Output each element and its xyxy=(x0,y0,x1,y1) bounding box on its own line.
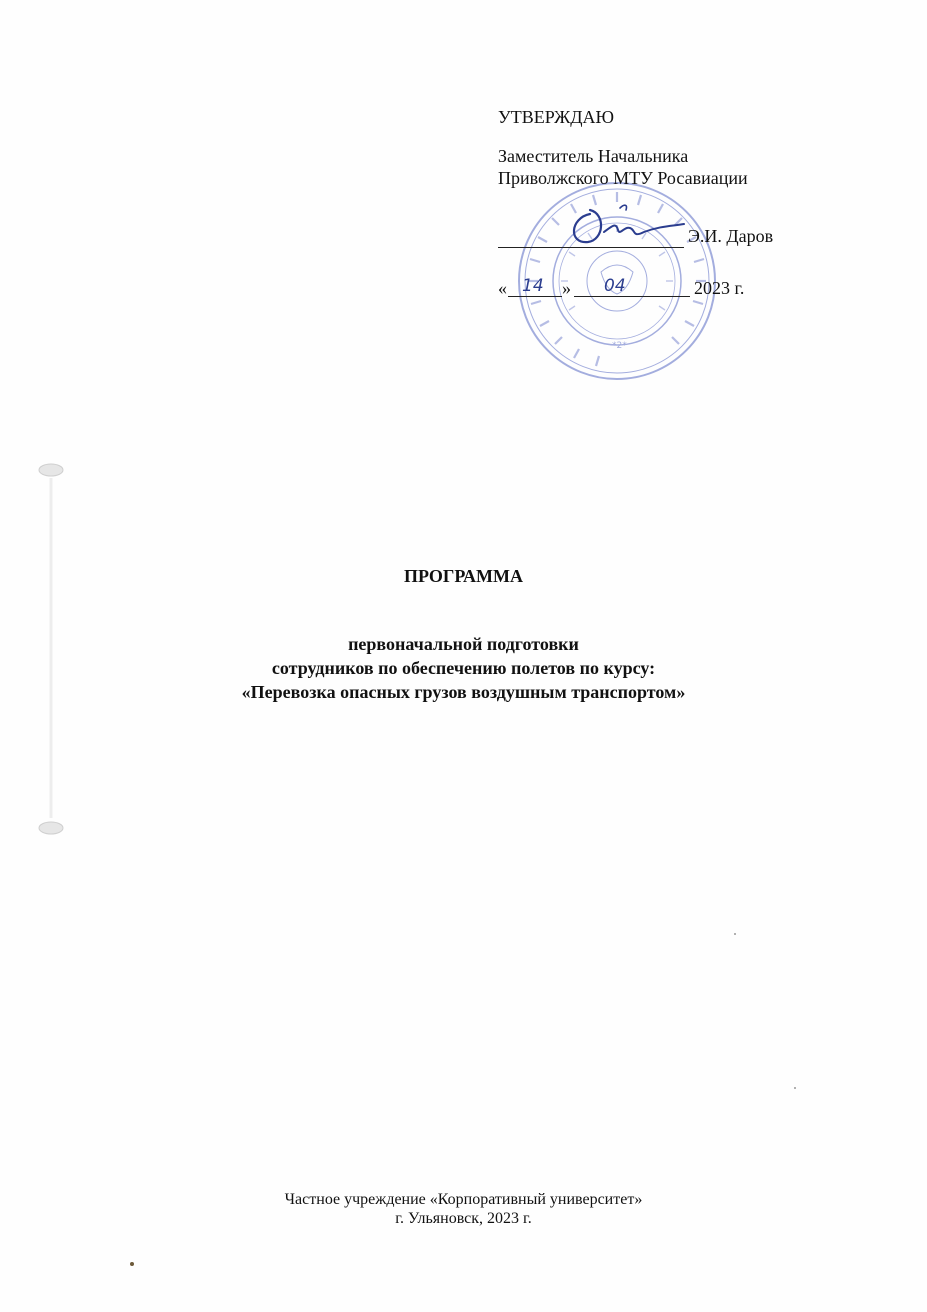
document-title: ПРОГРАММА xyxy=(403,566,523,586)
date-day: 14 xyxy=(522,276,544,296)
date-month: 04 xyxy=(604,276,626,296)
document-footer xyxy=(0,1190,927,1228)
scan-speck xyxy=(130,1262,134,1266)
scan-speck xyxy=(734,933,736,935)
subtitle-line: первоначальной подготовки xyxy=(348,634,579,654)
month-blank xyxy=(574,278,690,297)
document-subtitle xyxy=(0,632,927,704)
signature-line xyxy=(498,224,818,250)
signature-blank xyxy=(498,247,684,248)
approval-heading: УТВЕРЖДАЮ xyxy=(498,107,615,127)
footer-place-year: г. Ульяновск, 2023 г. xyxy=(395,1210,532,1227)
approver-position xyxy=(498,145,828,189)
staple-mark xyxy=(36,462,66,478)
approver-position-line: Заместитель Начальника xyxy=(498,146,689,166)
subtitle-line: сотрудников по обеспечению полетов по курсу: xyxy=(271,658,656,678)
date-open-quote: « xyxy=(498,278,507,298)
approver-position-line: Приволжского МТУ Росавиации xyxy=(498,168,748,188)
footer-organization: Частное учреждение «Корпоративный университет» xyxy=(284,1191,643,1208)
date-year: 2023 г. xyxy=(694,278,745,298)
date-close-quote: » xyxy=(562,278,571,298)
svg-text:*2*: *2* xyxy=(612,341,627,351)
signatory-name: Э.И. Даров xyxy=(688,226,774,246)
subtitle-line: «Перевозка опасных грузов воздушным транспортом» xyxy=(241,682,686,702)
approval-date xyxy=(498,278,818,304)
staple-mark xyxy=(36,820,66,836)
approval-block xyxy=(498,106,828,189)
scan-speck xyxy=(794,1087,796,1089)
